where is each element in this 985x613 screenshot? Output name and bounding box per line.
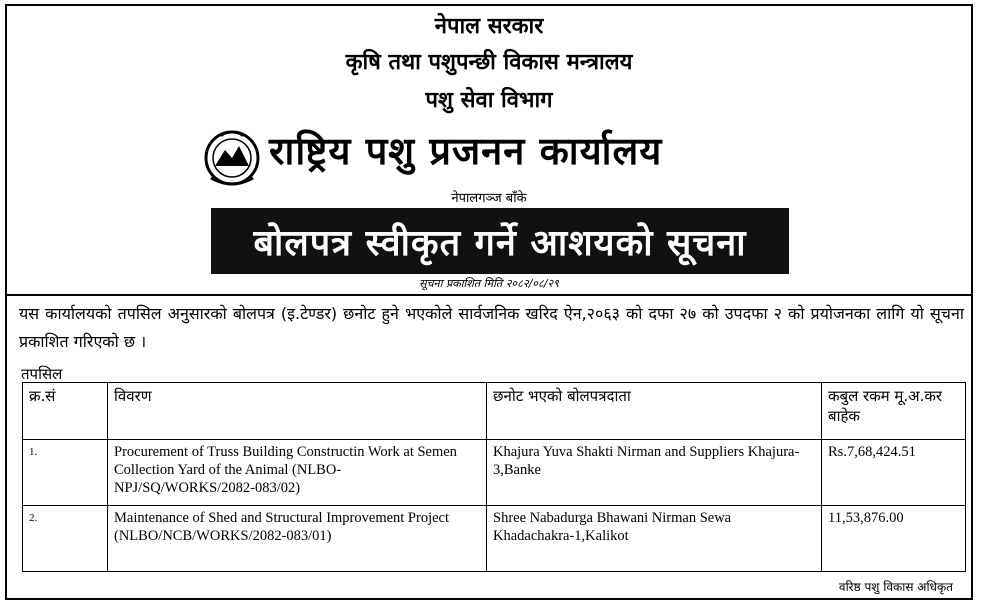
header-line-1: नेपाल सरकार bbox=[434, 14, 544, 39]
col-header-sn: क्र.सं bbox=[23, 383, 108, 440]
notice-title-banner: बोलपत्र स्वीकृत गर्ने आशयको सूचना bbox=[211, 208, 789, 274]
signature-title: वरिष्ठ पशु विकास अधिकृत bbox=[838, 580, 953, 594]
published-date: सूचना प्रकाशित मिति २०८२/०८/२९ bbox=[419, 277, 559, 290]
table-row bbox=[23, 440, 966, 506]
nepal-emblem-icon bbox=[203, 128, 261, 190]
tapsil-label: तपसिल bbox=[21, 365, 63, 383]
table-row bbox=[23, 506, 966, 572]
office-name: राष्ट्रिय पशु प्रजनन कार्यालय bbox=[269, 129, 663, 173]
col-header-bidder: छनोट भएको बोलपत्रदाता bbox=[487, 383, 822, 440]
col-header-description: विवरण bbox=[108, 383, 487, 440]
divider bbox=[7, 294, 971, 296]
row-description: Maintenance of Shed and Structural Improvement Project (NLBO/NCB/WORKS/2082-083/01) bbox=[108, 506, 487, 572]
bidder-table bbox=[22, 382, 966, 572]
office-location: नेपालगञ्ज बाँके bbox=[451, 191, 527, 206]
row-sn: 1. bbox=[23, 440, 108, 506]
col-header-amount: कबुल रकम मू.अ.कर बाहेक bbox=[822, 383, 966, 440]
row-description: Procurement of Truss Building Constructin Work at Semen Collection Yard of the Animal (NLBO-NPJ/SQ/WORKS/2082-083/02) bbox=[108, 440, 487, 506]
row-amount: 11,53,876.00 bbox=[822, 506, 966, 572]
row-sn: 2. bbox=[23, 506, 108, 572]
notice-paragraph: यस कार्यालयको तपसिल अनुसारको बोलपत्र (इ.टेण्डर) छनोट हुने भएकोले सार्वजनिक खरिद ऐन,२०६३ को दफा २७ को उपदफा २ को प्रयोजनका लागि यो सूचना प्रकाशित गरिएको छ । bbox=[19, 304, 964, 351]
header-line-3: पशु सेवा विभाग bbox=[425, 88, 553, 113]
header-line-2: कृषि तथा पशुपन्छी विकास मन्त्रालय bbox=[345, 50, 633, 75]
table-header-row bbox=[23, 383, 966, 440]
row-bidder: Shree Nabadurga Bhawani Nirman Sewa Khadachakra-1,Kalikot bbox=[487, 506, 822, 572]
row-amount: Rs.7,68,424.51 bbox=[822, 440, 966, 506]
row-bidder: Khajura Yuva Shakti Nirman and Suppliers Khajura-3,Banke bbox=[487, 440, 822, 506]
